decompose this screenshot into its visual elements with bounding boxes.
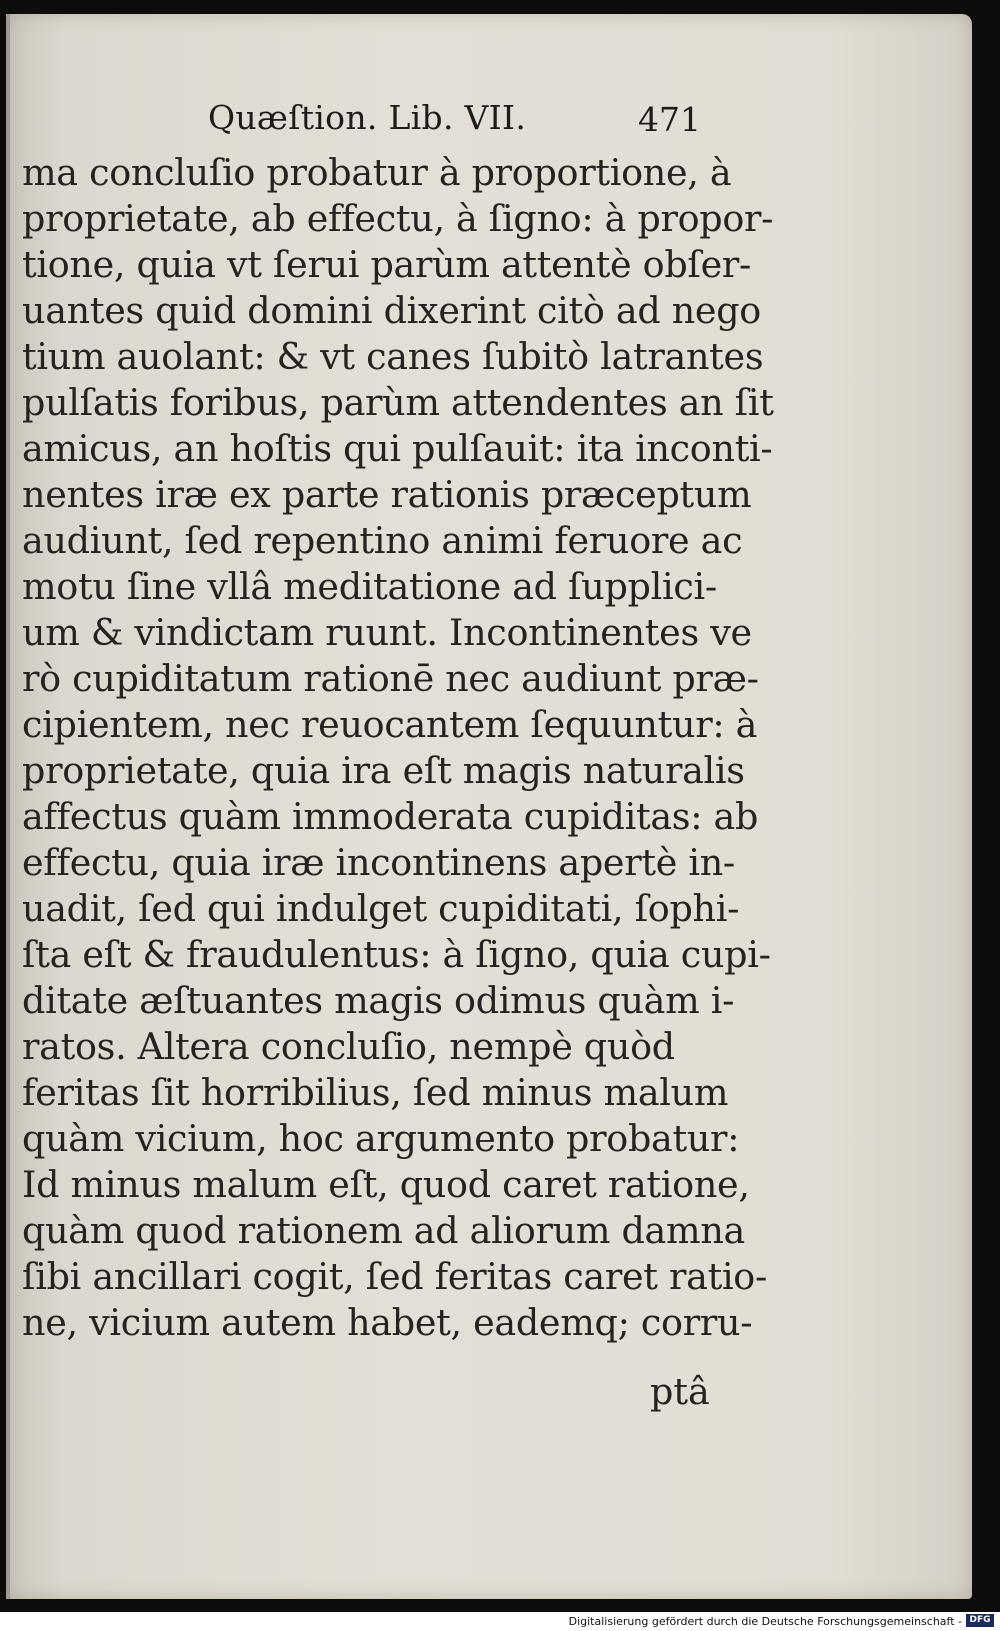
text-line: quàm quod rationem ad aliorum damna bbox=[22, 1209, 745, 1252]
text-line: uadit, ſed qui indulget cupiditati, ſophi- bbox=[22, 887, 740, 930]
text-line: tium auolant: & vt canes ſubitò latrantes bbox=[22, 335, 764, 378]
text-line: tione, quia vt ſerui parùm attentè obſer- bbox=[22, 243, 752, 286]
text-line: feritas ſit horribilius, ſed minus malum bbox=[22, 1071, 729, 1114]
text-line: um & vindictam ruunt. Incontinentes ve bbox=[22, 611, 752, 654]
text-line: amicus, an hoſtis qui pulſauit: ita inconti- bbox=[22, 427, 773, 470]
text-line: nentes iræ ex parte rationis præceptum bbox=[22, 473, 752, 516]
catchword: ptâ bbox=[650, 1370, 710, 1413]
text-line: affectus quàm immoderata cupiditas: ab bbox=[22, 795, 759, 838]
text-line: cipientem, nec reuocantem ſequuntur: à bbox=[22, 703, 758, 746]
text-line: effectu, quia iræ incontinens apertè in- bbox=[22, 841, 735, 884]
text-line: ne, vicium autem habet, eademq; corru- bbox=[22, 1301, 753, 1344]
text-line: quàm vicium, hoc argumento probatur: bbox=[22, 1117, 740, 1160]
text-line: rò cupiditatum rationē nec audiunt præ- bbox=[22, 657, 759, 700]
text-line: pulſatis foribus, parùm attendentes an ſit bbox=[22, 381, 774, 424]
text-line: Id minus malum eſt, quod caret ratione, bbox=[22, 1163, 750, 1206]
text-line: ſibi ancillari cogit, ſed feritas caret ratio- bbox=[22, 1255, 768, 1298]
page-edge bbox=[6, 14, 10, 1599]
text-line: uantes quid domini dixerint citò ad nego bbox=[22, 289, 761, 332]
body-text bbox=[22, 150, 774, 1346]
text-line: ſta eſt & fraudulentus: à ſigno, quia cupi- bbox=[22, 933, 771, 976]
text-line: ratos. Altera concluſio, nempè quòd bbox=[22, 1025, 675, 1068]
running-title: Quæſtion. Lib. VII. bbox=[208, 98, 527, 137]
text-line: ma concluſio probatur à proportione, à bbox=[22, 151, 732, 194]
text-line: ditate æſtuantes magis odimus quàm i- bbox=[22, 979, 735, 1022]
text-line: motu ſine vllâ meditatione ad ſupplici- bbox=[22, 565, 717, 608]
funding-credit: Digitalisierung gefördert durch die Deutsche Forschungsgemeinschaft - bbox=[568, 1615, 962, 1628]
text-line: proprietate, quia ira eſt magis naturalis bbox=[22, 749, 745, 792]
page-number: 471 bbox=[638, 100, 701, 139]
text-line: proprietate, ab effectu, à ſigno: à propor- bbox=[22, 197, 774, 240]
text-line: audiunt, ſed repentino animi feruore ac bbox=[22, 519, 743, 562]
dfg-logo: DFG bbox=[966, 1614, 994, 1627]
